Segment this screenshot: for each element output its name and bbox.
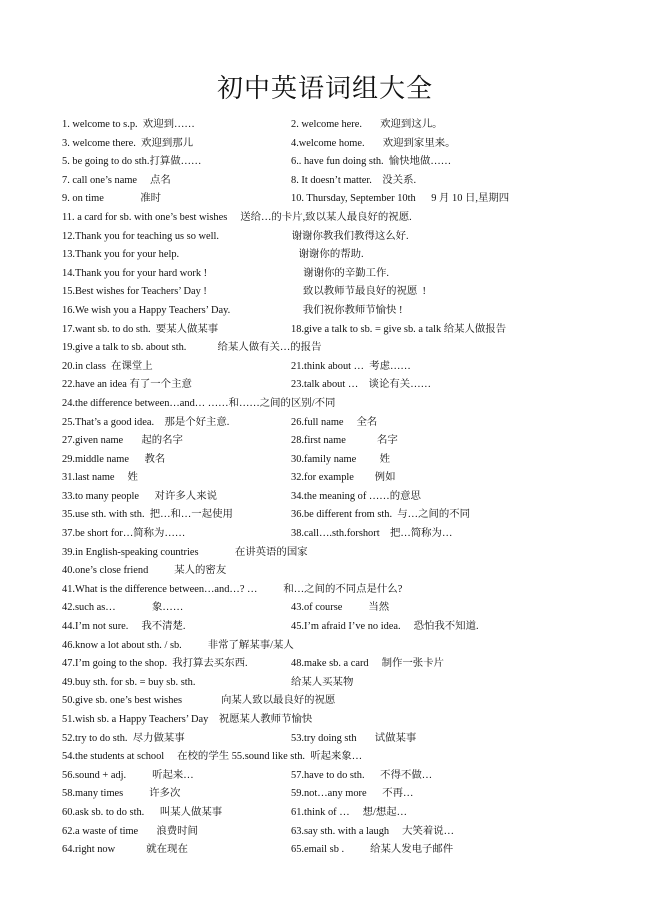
- phrase-left: 7. call one’s name 点名: [62, 174, 171, 186]
- phrase-left: 25.That’s a good idea. 那是个好主意.: [62, 416, 230, 428]
- phrase-row: [62, 172, 622, 191]
- phrase-left: 35.use sth. with sth. 把…和…一起使用: [62, 509, 233, 521]
- phrase-row: [62, 339, 622, 358]
- phrase-right: 给某人买某物: [291, 676, 354, 688]
- phrase-row: [62, 246, 622, 265]
- phrase-row: [62, 748, 622, 767]
- phrase-left: 20.in class 在课堂上: [62, 360, 153, 372]
- phrase-row: [62, 265, 622, 284]
- phrase-row: [62, 544, 622, 563]
- phrase-right: 32.for example 例如: [291, 472, 396, 484]
- phrase-right: 4.welcome home. 欢迎到家里来。: [291, 137, 456, 149]
- phrase-left: 27.given name 起的名字: [62, 435, 183, 447]
- phrase-row: [62, 841, 622, 860]
- phrase-full: 11. a card for sb. with one’s best wishes 送给…的卡片,致以某人最良好的祝愿.: [62, 211, 412, 223]
- phrase-right: 28.first name 名字: [291, 435, 398, 447]
- phrase-right: 30.family name 姓: [291, 453, 390, 465]
- phrase-row: [62, 562, 622, 581]
- phrase-row: [62, 767, 622, 786]
- phrase-row: [62, 804, 622, 823]
- phrase-row: [62, 711, 622, 730]
- phrase-row: [62, 395, 622, 414]
- phrase-left: 60.ask sb. to do sth. 叫某人做某事: [62, 806, 223, 818]
- phrase-left: 42.such as… 象……: [62, 602, 184, 614]
- phrase-row: [62, 153, 622, 172]
- phrase-left: 58.many times 许多次: [62, 788, 181, 800]
- phrase-left: 29.middle name 教名: [62, 453, 166, 465]
- phrase-left: 5. be going to do sth.打算做……: [62, 156, 202, 168]
- phrase-full: 54.the students at school 在校的学生 55.sound like sth. 听起来象…: [62, 751, 363, 763]
- phrase-full: 46.know a lot about sth. / sb. 非常了解某事/某人: [62, 639, 294, 651]
- phrase-row: [62, 209, 622, 228]
- phrase-row: [62, 469, 622, 488]
- phrase-full: 39.in English-speaking countries 在讲英语的国家: [62, 546, 308, 558]
- phrase-row: [62, 618, 622, 637]
- phrase-full: 13.Thank you for your help. 谢谢你的帮助.: [62, 249, 364, 261]
- phrase-right: 65.email sb . 给某人发电子邮件: [291, 844, 454, 856]
- phrase-left: 37.be short for…简称为……: [62, 528, 186, 540]
- phrase-row: [62, 451, 622, 470]
- phrase-right: 53.try doing sth 试做某事: [291, 732, 417, 744]
- phrase-right: 2. welcome here. 欢迎到这儿。: [291, 119, 443, 130]
- phrase-full: 24.the difference between…and… ……和……之间的区别/不同: [62, 397, 336, 409]
- phrase-row: [62, 321, 622, 340]
- phrase-left: 9. on time 准时: [62, 193, 161, 205]
- phrase-row: [62, 283, 622, 302]
- phrase-row: [62, 358, 622, 377]
- phrase-right: 59.not…any more 不再…: [291, 788, 414, 800]
- phrase-full: 12.Thank you for teaching us so well. 谢谢你教我们教得这么好.: [62, 230, 409, 242]
- phrase-row: [62, 581, 622, 600]
- phrase-row: [62, 730, 622, 749]
- phrase-row: [62, 785, 622, 804]
- phrase-right: 57.have to do sth. 不得不做…: [291, 769, 433, 781]
- phrase-row: [62, 376, 622, 395]
- phrase-row: [62, 432, 622, 451]
- phrase-row: [62, 823, 622, 842]
- phrase-left: 64.right now 就在现在: [62, 844, 188, 856]
- phrase-full: 50.give sb. one’s best wishes 向某人致以最良好的祝愿: [62, 695, 336, 707]
- phrase-right: 23.talk about … 谈论有关……: [291, 379, 431, 391]
- phrase-row: [62, 116, 622, 135]
- phrase-left: 49.buy sth. for sb. = buy sb. sth.: [62, 676, 196, 688]
- phrase-row: [62, 599, 622, 618]
- phrase-left: 44.I’m not sure. 我不清楚.: [62, 621, 186, 633]
- phrase-row: [62, 655, 622, 674]
- phrase-left: 47.I’m going to the shop. 我打算去买东西.: [62, 658, 248, 670]
- page-title: 初中英语词组大全: [216, 74, 433, 104]
- phrase-full: 40.one’s close friend 某人的密友: [62, 565, 227, 577]
- phrase-right: 38.call….sth.forshort 把…简称为…: [291, 528, 453, 540]
- phrase-row: [62, 674, 622, 693]
- phrase-full: 15.Best wishes for Teachers’ Day ! 致以教师节最良好的祝愿 !: [62, 286, 426, 298]
- phrase-right: 36.be different from sth. 与…之间的不同: [291, 509, 471, 521]
- phrase-list: [62, 116, 622, 860]
- phrase-left: 1. welcome to s.p. 欢迎到……: [62, 119, 195, 130]
- phrase-left: 17.want sb. to do sth. 要某人做某事: [62, 323, 219, 335]
- phrase-row: [62, 525, 622, 544]
- phrase-full: 19.give a talk to sb. about sth. 给某人做有关…的报告: [62, 342, 322, 354]
- phrase-row: [62, 692, 622, 711]
- phrase-right: 48.make sb. a card 制作一张卡片: [291, 658, 444, 670]
- phrase-right: 61.think of … 想/想起…: [291, 806, 408, 818]
- phrase-left: 22.have an idea 有了一个主意: [62, 379, 192, 391]
- phrase-right: 10. Thursday, September 10th 9 月 10 日,星期四: [291, 193, 510, 205]
- phrase-left: 56.sound + adj. 听起来…: [62, 769, 194, 781]
- phrase-right: 45.I’m afraid I’ve no idea. 恐怕我不知道.: [291, 621, 479, 633]
- phrase-row: [62, 135, 622, 154]
- phrase-row: [62, 414, 622, 433]
- phrase-row: [62, 228, 622, 247]
- phrase-full: 51.wish sb. a Happy Teachers’ Day 祝愿某人教师节愉快: [62, 714, 313, 725]
- phrase-row: [62, 302, 622, 321]
- phrase-row: [62, 190, 622, 209]
- phrase-right: 34.the meaning of ……的意思: [291, 490, 421, 502]
- phrase-left: 31.last name 姓: [62, 472, 138, 484]
- phrase-right: 6.. have fun doing sth. 愉快地做……: [291, 156, 452, 168]
- phrase-full: 14.Thank you for your hard work ! 谢谢你的辛勤工作.: [62, 267, 389, 279]
- phrase-row: [62, 506, 622, 525]
- phrase-row: [62, 488, 622, 507]
- phrase-left: 3. welcome there. 欢迎到那儿: [62, 137, 194, 149]
- phrase-full: 16.We wish you a Happy Teachers’ Day. 我们祝你教师节愉快 !: [62, 304, 403, 316]
- phrase-left: 52.try to do sth. 尽力做某事: [62, 732, 185, 744]
- phrase-right: 18.give a talk to sb. = give sb. a talk 给某人做报告: [291, 323, 507, 335]
- phrase-row: [62, 637, 622, 656]
- phrase-right: 21.think about … 考虑……: [291, 360, 411, 372]
- phrase-right: 8. It doesn’t matter. 没关系.: [291, 174, 417, 186]
- phrase-left: 62.a waste of time 浪费时间: [62, 825, 198, 837]
- phrase-right: 43.of course 当然: [291, 602, 390, 614]
- phrase-full: 41.What is the difference between…and…? … 和…之间的不同点是什么?: [62, 583, 403, 595]
- phrase-left: 33.to many people 对许多人来说: [62, 490, 217, 502]
- phrase-right: 63.say sth. with a laugh 大笑着说…: [291, 825, 455, 837]
- phrase-right: 26.full name 全名: [291, 416, 378, 428]
